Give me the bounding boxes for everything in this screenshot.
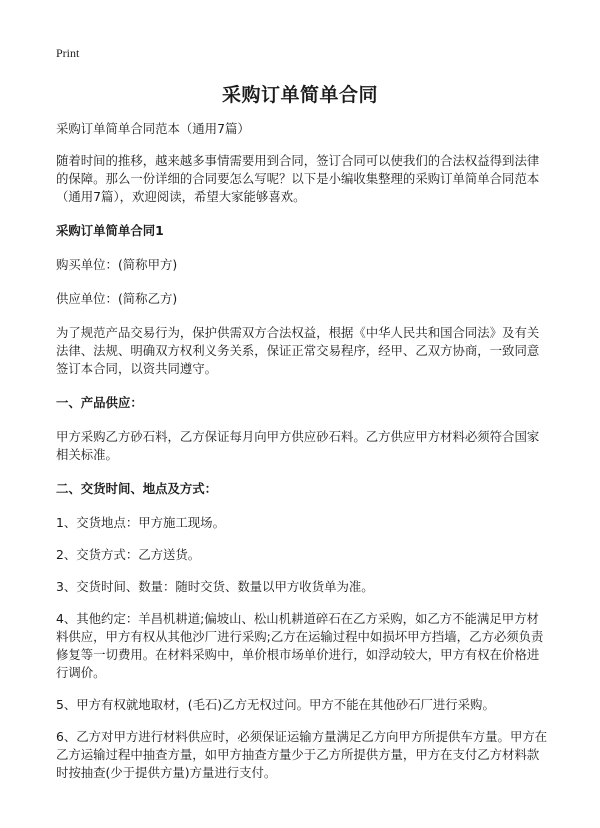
intro-paragraph: 随着时间的推移，越来越多事情需要用到合同，签订合同可以使我们的合法权益得到法律的保障。那么一份详细的合同要怎么写呢？以下是小编收集整理的采购订单简单合同范本（通用7篇），欢迎阅读，希望大家能够喜欢。 — [56, 153, 540, 204]
section-2-heading: 二、交货时间、地点及方式： — [56, 481, 218, 496]
section-1-text: 甲方采购乙方砂石料，乙方保证每月向甲方供应砂石料。乙方供应甲方材料必须符合国家相关标准。 — [56, 429, 540, 462]
list-item: 4、其他约定：羊昌机耕道;偏坡山、松山机耕道碎石在乙方采购，如乙方不能满足甲方材料供应，甲方有权从其他沙厂进行采购;乙方在运输过程中如损坏甲方挡墙，乙方必须负责修复等一切费用。在材料采购中，单价根市场单价进行，如浮动较大，甲方有权在价格进行调价。 — [56, 611, 544, 680]
list-item: 1、交货地点：甲方施工现场。 — [56, 515, 225, 530]
list-item: 6、乙方对甲方进行材料供应时，必须保证运输方量满足乙方向甲方所提供车方量。甲方在乙方运输过程中抽查方量，如甲方抽查方量少于乙方所提供方量，甲方在支付乙方材料款时按抽查(少于提供方量)方量进行支付。 — [56, 729, 548, 780]
document-subtitle: 采购订单简单合同范本（通用7篇） — [56, 121, 250, 136]
list-item: 5、甲方有权就地取材，(毛石)乙方无权过问。甲方不能在其他砂石厂进行采购。 — [56, 697, 495, 712]
list-item: 2、交货方式：乙方送货。 — [56, 547, 201, 562]
list-item: 3、交货时间、数量：随时交货、数量以甲方收货单为准。 — [56, 579, 374, 594]
document-title: 采购订单简单合同 — [221, 84, 378, 106]
preamble-paragraph: 为了规范产品交易行为，保护供需双方合法权益，根据《中华人民共和国合同法》及有关法律、法规、明确双方权利义务关系，保证正常交易程序，经甲、乙双方协商，一致同意签订本合同，以资共同遵守。 — [56, 325, 540, 376]
buyer-line: 购买单位：(简称甲方) — [56, 257, 178, 272]
contract-heading: 采购订单简单合同1 — [56, 223, 164, 238]
supplier-line: 供应单位：(简称乙方) — [56, 291, 178, 306]
document-body — [56, 120, 548, 796]
print-link[interactable]: Print — [56, 46, 80, 60]
section-1-heading: 一、产品供应： — [56, 395, 143, 410]
